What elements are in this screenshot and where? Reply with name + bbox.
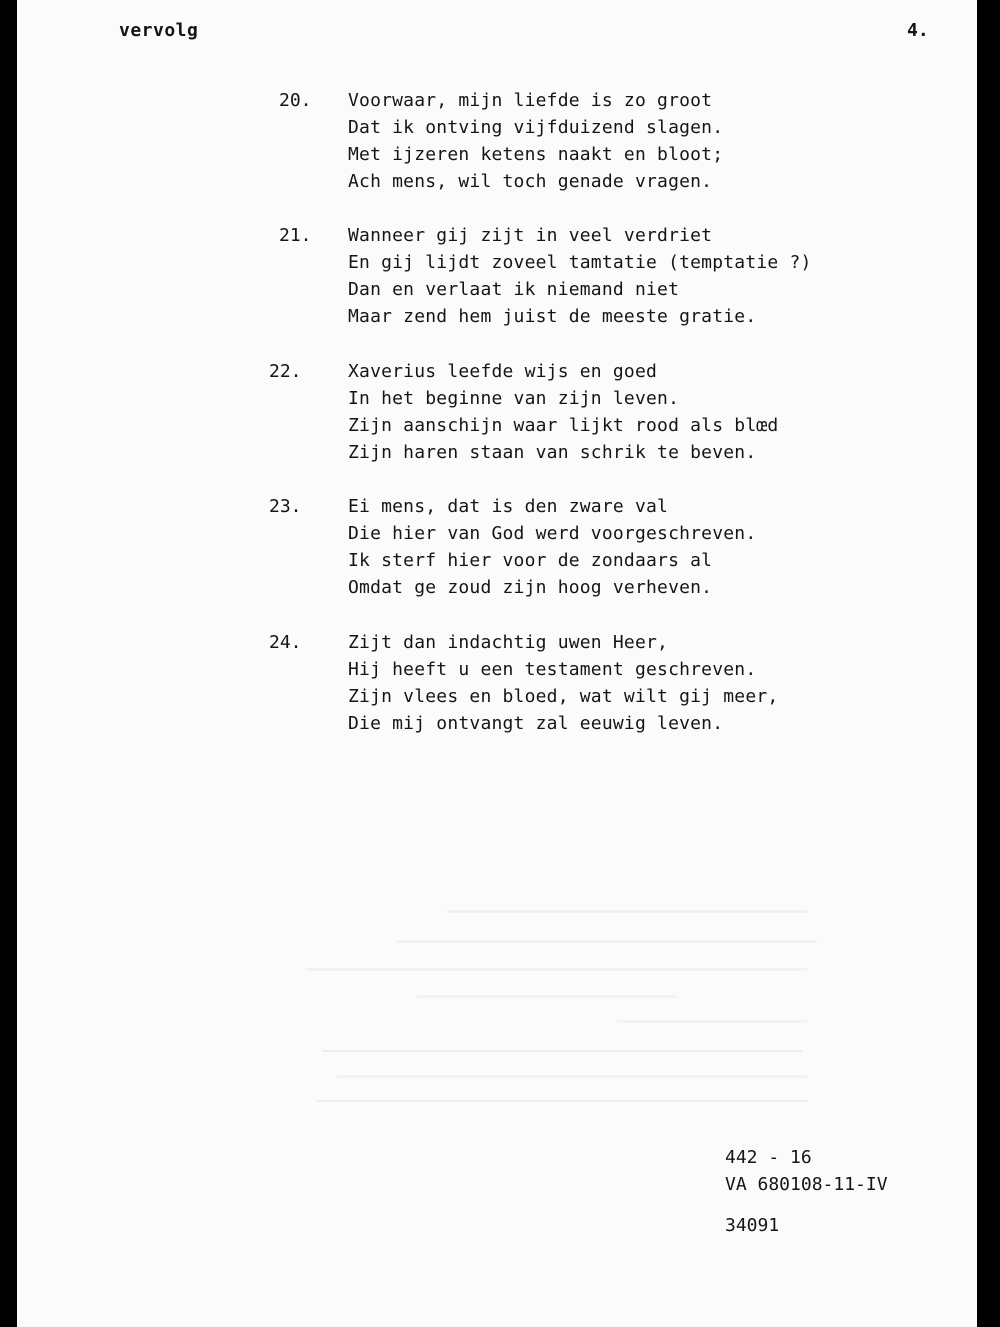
page-number: 4. — [907, 20, 929, 41]
handwritten-number: 34091 — [725, 1215, 780, 1236]
verse-line: In het beginne van zijn leven. — [348, 388, 680, 409]
verse-line: Met ijzeren ketens naakt en bloot; — [348, 144, 724, 165]
stanza-lines — [348, 222, 812, 330]
verse-line: Ach mens, wil toch genade vragen. — [348, 171, 713, 192]
document-page — [17, 0, 977, 1327]
verse-line: Voorwaar, mijn liefde is zo groot — [348, 90, 713, 111]
stanza-lines — [348, 493, 756, 601]
verse-line: Dat ik ontving vijfduizend slagen. — [348, 117, 724, 138]
archive-reference: VA 680108-11-IV — [725, 1174, 888, 1195]
verse-line: Omdat ge zoud zijn hoog verheven. — [348, 577, 713, 598]
verse-line: En gij lijdt zoveel tamtatie (temptatie ?) — [348, 252, 812, 273]
stanza-number: 20. — [279, 90, 312, 111]
header-continuation-label: vervolg — [119, 20, 199, 41]
verse-line: Xaverius leefde wijs en goed — [348, 361, 658, 382]
verse-line: Hij heeft u een testament geschreven. — [348, 659, 757, 680]
stanza-number: 23. — [269, 496, 302, 517]
stanza-lines — [348, 629, 778, 737]
stanza-lines — [348, 358, 778, 466]
stanza-number: 24. — [269, 632, 302, 653]
verse-line: Ik sterf hier voor de zondaars al — [348, 550, 713, 571]
verse-line: Maar zend hem juist de meeste gratie. — [348, 306, 757, 327]
verse-line: Zijt dan indachtig uwen Heer, — [348, 632, 669, 653]
stanza-number: 22. — [269, 361, 302, 382]
verse-line: Zijn aanschijn waar lijkt rood als blœd — [348, 415, 779, 436]
verse-line: Zijn vlees en bloed, wat wilt gij meer, — [348, 686, 779, 707]
verse-line: Dan en verlaat ik niemand niet — [348, 279, 680, 300]
verse-line: Die hier van God werd voorgeschreven. — [348, 523, 757, 544]
archive-code: 442 - 16 — [725, 1147, 812, 1168]
verse-line: Wanneer gij zijt in veel verdriet — [348, 225, 713, 246]
stanza-lines — [348, 87, 723, 195]
verse-line: Ei mens, dat is den zware val — [348, 496, 669, 517]
verse-line: Die mij ontvangt zal eeuwig leven. — [348, 713, 724, 734]
verse-line: Zijn haren staan van schrik te beven. — [348, 442, 757, 463]
stanza-number: 21. — [279, 225, 312, 246]
